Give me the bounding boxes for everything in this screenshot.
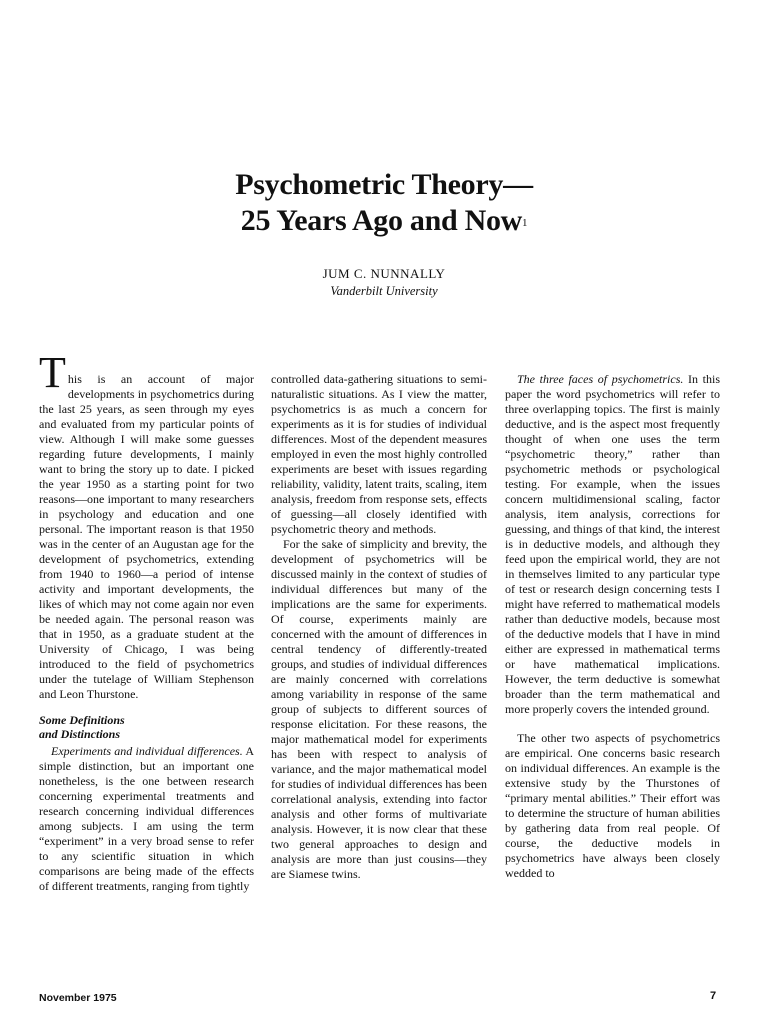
experiments-paragraph (39, 744, 254, 894)
article-title (0, 167, 768, 239)
title-line-2-text: 25 Years Ago and Now (240, 204, 523, 237)
experiments-paragraph-text: A simple distinction, but an important one nonetheless, is the one between research concerning experimental treatments and research concerning individual differences among subjects. I am using the term “experiment” in a very broad sense to refer to any scientific situation in which comparisons are being made of the effects of different treatments, ranging from tightly (39, 744, 254, 893)
page-number: 7 (710, 990, 717, 1002)
text-column-3 (505, 372, 720, 881)
author-name: JUM C. NUNNALLY (322, 266, 446, 281)
simplicity-paragraph: For the sake of simplicity and brevity, the development of psychometrics will be discussed mainly in the context of studies of individual differences but many of the implications are the same for experiments. Of course, experiments mainly are concerned with the amount of differences in central tendency of differently-treated groups, and studies of individual differences are mainly concerned with correlations among variability in response of the same group of subjects to different sources of response elicitation. For these reasons, the major mathematical model for experiments has been with respect to analysis of variance, and the major mathematical model for studies of individual differences has been correlational analysis, extending into factor analysis and other forms of multivariate analysis. However, it is now clear that these two general approaches to design and analysis are more than just cousins—they are Siamese twins. (271, 537, 487, 881)
section-heading-line-2: and Distinctions (39, 727, 121, 741)
text-column-2 (271, 372, 487, 882)
drop-cap: T (39, 348, 66, 397)
title-line-1: Psychometric Theory— (235, 168, 533, 201)
title-footnote-marker: 1 (522, 217, 528, 229)
author-affiliation: Vanderbilt University (330, 284, 438, 298)
empirical-paragraph: The other two aspects of psychometrics are empirical. One concerns basic research on individual differences. An example is the extensive study by the Thurstones of “primary mental abilities.” Their effort was to determine the structure of human abilities by gathering data from real people. Of course, the deductive models in psychometrics have always been closely wedded to (505, 731, 720, 880)
intro-paragraph-text: his is an account of major developments in psychometrics during the last 25 years, as seen through my eyes and evaluated from my particular points of view. Although I will make some guesses regarding future developments, I mainly want to bring the story up to date. I picked the year 1950 as a starting point for two reasons—one important to many researchers in psychology and education and one personal. The important reason is that 1950 was in the center of an Augustan age for the development of psychometrics, extending from 1940 to 1960—a period of intense activity and important developments, the likes of which may not come again nor even be needed again. The personal reason was that in 1950, as a graduate student at the University of Chicago, I was being introduced to the field of psychometrics under the tutelage of William Stephenson and Leon Thurstone. (39, 372, 254, 701)
three-faces-paragraph-text: In this paper the word psychometrics will refer to three overlapping topics. The first is mainly deductive, and is the aspect most frequently thought of when one uses the term “psychometric theory,” rather than psychometric methods or psychological testing. For example, when the issues concern multidimensional scaling, factor analysis, item analysis, corrections for guessing, and things of that kind, the interest is in deductive models, and although they feed upon the empirical world, they are not in themselves limited to any particular type of test or research design concerning tests I might have referred to mathematical models rather than deductive models, because most of the deductive models that I have in mind either are expressed in mathematical terms or have mathematical implications. However, the term deductive is somewhat broader than the term mathematical and more properly covers the intended ground. (505, 372, 720, 716)
title-line-2 (0, 203, 768, 239)
run-in-heading-experiments: Experiments and individual differences. (51, 744, 243, 758)
run-in-heading-three-faces: The three faces of psychometrics. (517, 372, 684, 386)
issue-date: November 1975 (39, 992, 117, 1004)
intro-paragraph (39, 348, 254, 702)
three-faces-paragraph (505, 372, 720, 717)
continued-paragraph: controlled data-gathering situations to semi-naturalistic situations. As I view the matter, psychometrics is as much a concern for experiments as it is for studies of individual differences. Most of the dependent measures employed in even the most highly controlled experiments are beset with issues regarding reliability, validity, latent traits, scaling, item analysis, freedom from response sets, effects of guessing—all closely identified with psychometric theory and methods. (271, 372, 487, 536)
section-heading-line-1: Some Definitions (39, 713, 125, 727)
text-column-1 (39, 348, 254, 894)
section-heading (39, 713, 254, 741)
paragraph-spacer (505, 717, 720, 731)
